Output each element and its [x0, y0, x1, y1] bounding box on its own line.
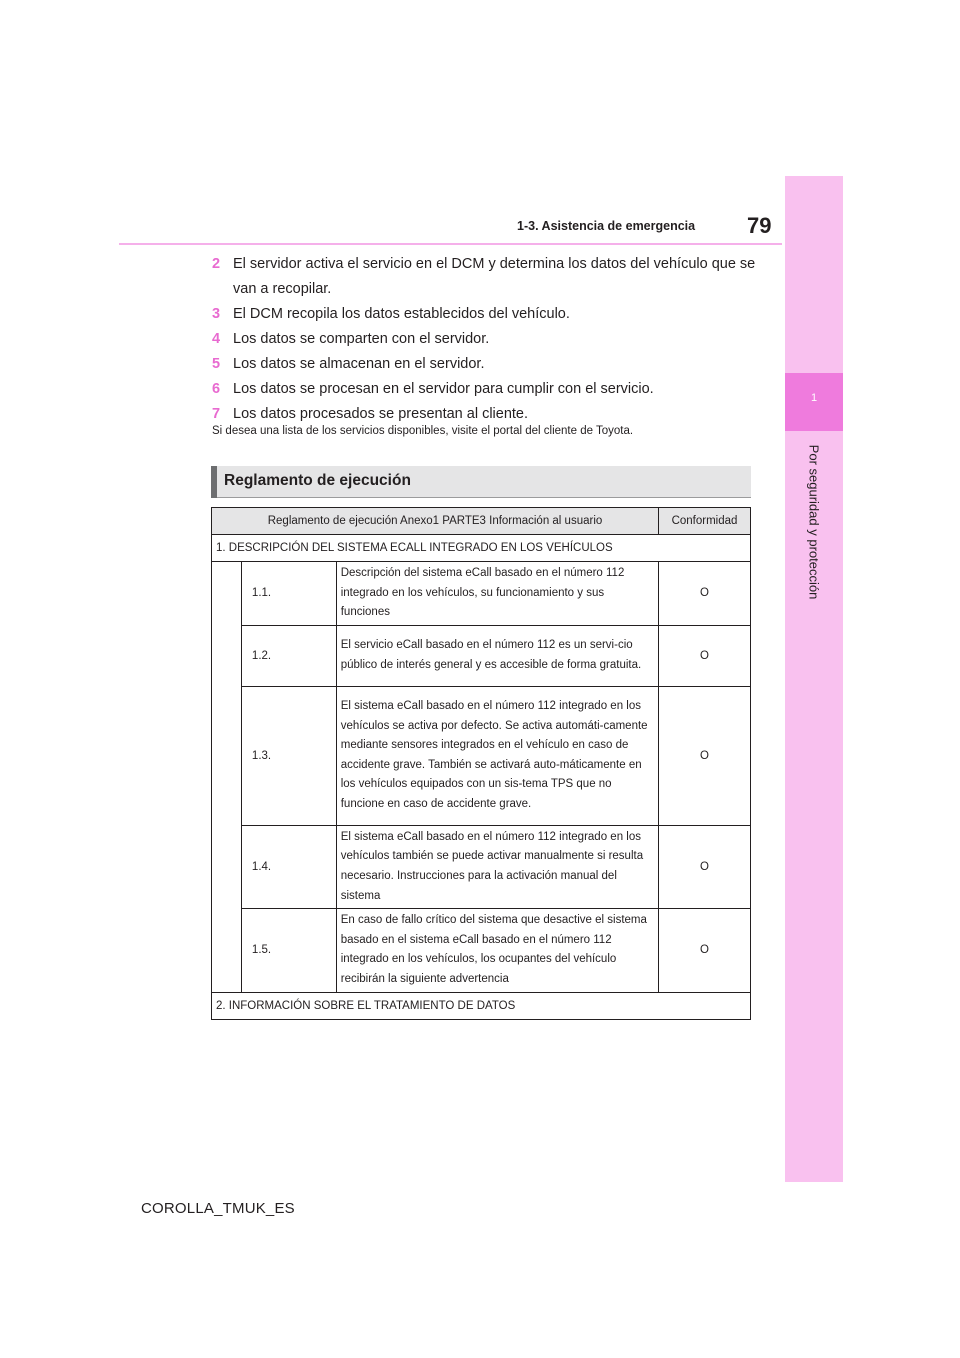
row-conformity: O — [659, 625, 751, 686]
step-item — [212, 252, 757, 302]
row-number: 1.2. — [241, 625, 336, 686]
table-section-row — [212, 992, 751, 1019]
table-row — [212, 909, 751, 992]
side-tab-label: Por seguridad y protección — [806, 444, 822, 600]
step-number: 5 — [212, 356, 221, 372]
row-conformity: O — [659, 562, 751, 626]
table-header-row — [212, 508, 751, 535]
step-text: Los datos se procesan en el servidor para cumplir con el servicio. — [233, 381, 654, 397]
step-item — [212, 352, 757, 377]
section-title: Reglamento de ejecución — [224, 472, 411, 489]
row-number: 1.3. — [241, 686, 336, 825]
regulation-table — [211, 507, 751, 1020]
step-number: 2 — [212, 256, 221, 272]
row-conformity: O — [659, 909, 751, 992]
row-number: 1.5. — [241, 909, 336, 992]
side-tab — [785, 176, 843, 1182]
table-row — [212, 825, 751, 908]
chapter-title: 1-3. Asistencia de emergencia — [517, 219, 696, 233]
step-item — [212, 327, 757, 352]
side-tab-number: 1 — [810, 392, 818, 404]
table-section-title: 2. INFORMACIÓN SOBRE EL TRATAMIENTO DE DATOS — [212, 992, 751, 1019]
row-number: 1.1. — [241, 562, 336, 626]
document-code: COROLLA_TMUK_ES — [141, 1200, 295, 1217]
table-row — [212, 625, 751, 686]
section-heading-bar — [211, 466, 217, 498]
table-section-title: 1. DESCRIPCIÓN DEL SISTEMA ECALL INTEGRADO EN LOS VEHÍCULOS — [212, 535, 751, 562]
table-header-conformity: Conformidad — [659, 508, 751, 535]
step-text: El DCM recopila los datos establecidos del vehículo. — [233, 306, 570, 322]
step-text: El servidor activa el servicio en el DCM y determina los datos del vehículo que se van a recopilar. — [233, 256, 756, 297]
row-conformity: O — [659, 825, 751, 908]
step-text: Los datos se almacenan en el servidor. — [233, 356, 485, 372]
table-row — [212, 562, 751, 626]
step-number: 3 — [212, 306, 221, 322]
step-text: Los datos se comparten con el servidor. — [233, 331, 490, 347]
row-description: El sistema eCall basado en el número 112 integrado en los vehículos también se puede activar manualmente si resulta necesario. Instrucciones para la activación manual del sistema — [336, 825, 658, 908]
step-item — [212, 377, 757, 402]
indent-cell — [212, 562, 242, 993]
steps-list — [212, 252, 757, 427]
row-description: El servicio eCall basado en el número 112 es un servi-cio público de interés general y es accesible de forma gratuita. — [336, 625, 658, 686]
section-heading — [211, 466, 751, 498]
table-row — [212, 686, 751, 825]
step-item — [212, 302, 757, 327]
row-conformity: O — [659, 686, 751, 825]
table-header-regulation: Reglamento de ejecución Anexo1 PARTE3 Información al usuario — [212, 508, 659, 535]
row-description: En caso de fallo crítico del sistema que desactive el sistema basado en el sistema eCall basado en el número 112 integrado en los vehículos, los ocupantes del vehículo recibirán la siguiente advertencia — [336, 909, 658, 992]
step-item — [212, 402, 757, 427]
row-description: El sistema eCall basado en el número 112 integrado en los vehículos se activa por defecto. Se activa automáti-camente mediante sensores integrados en el vehículo en caso de accidente grave. También se activará auto-máticamente en los vehículos equipados con un sis-tema TPS que no funcione en caso de accidente grave. — [336, 686, 658, 825]
note-text: Si desea una lista de los servicios disponibles, visite el portal del cliente de Toyota. — [212, 425, 634, 437]
page-number: 79 — [747, 213, 772, 238]
table-section-row — [212, 535, 751, 562]
step-number: 6 — [212, 381, 221, 397]
row-number: 1.4. — [241, 825, 336, 908]
header-divider — [119, 243, 782, 245]
step-number: 4 — [212, 331, 221, 347]
step-number: 7 — [212, 406, 221, 422]
row-description: Descripción del sistema eCall basado en el número 112 integrado en los vehículos, su funcionamiento y sus funciones — [336, 562, 658, 626]
step-text: Los datos procesados se presentan al cliente. — [233, 406, 529, 422]
